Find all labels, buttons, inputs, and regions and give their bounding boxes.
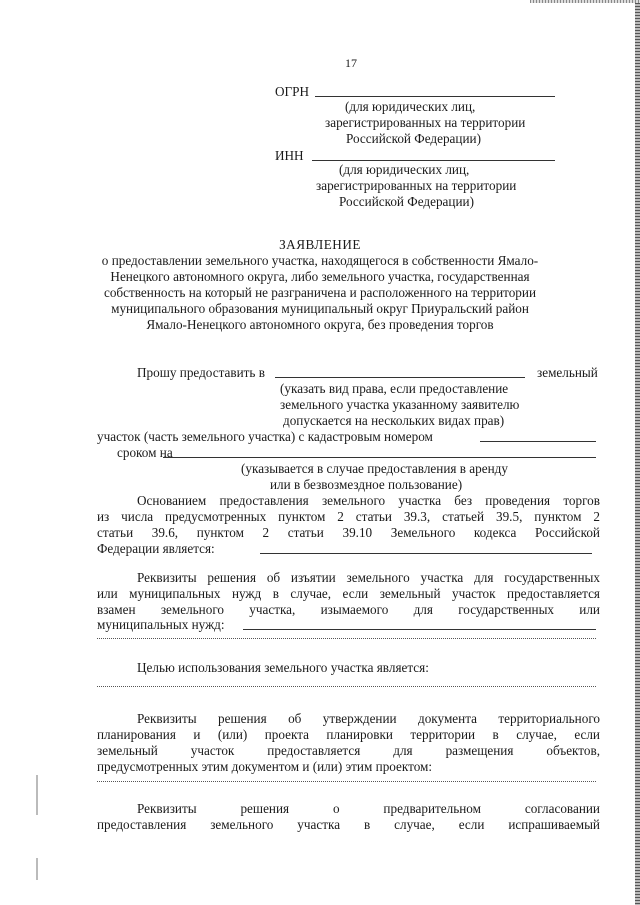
preliminary-text: Реквизиты решения о предварительном согласовании xyxy=(137,801,600,816)
seizure-text: муниципальных нужд: xyxy=(97,617,225,632)
seizure-text: взамен земельного участка, изымаемого для государственных или xyxy=(97,602,600,617)
territorial-text: предусмотренных этим документом и (или) этим проектом: xyxy=(97,759,433,774)
ogrn-note: Российской Федерации) xyxy=(346,131,481,146)
scan-edge-top xyxy=(530,0,640,3)
purpose-text: Целью использования земельного участка является: xyxy=(137,660,429,675)
request-prefix: Прошу предоставить в xyxy=(137,365,265,380)
cadastral-line[interactable] xyxy=(480,441,596,442)
territorial-text: Реквизиты решения об утверждении документа территориального xyxy=(137,711,600,726)
basis-text: Федерации является: xyxy=(97,541,215,556)
territorial-text: планирования и (или) проекта планировки территории в случае, если xyxy=(97,727,600,742)
term-line[interactable] xyxy=(163,457,596,458)
term-hint: или в безвозмездное пользование) xyxy=(270,477,463,492)
ogrn-line[interactable] xyxy=(315,96,555,97)
request-hint: земельного участка указанному заявителю xyxy=(280,397,520,412)
document-subtitle: о предоставлении земельного участка, находящегося в собственности Ямало- xyxy=(101,253,539,268)
request-hint: (указать вид права, если предоставление xyxy=(280,381,509,396)
request-hint: допускается на нескольких видах прав) xyxy=(283,413,505,428)
basis-text: Основанием предоставления земельного участка без проведения торгов xyxy=(137,493,600,508)
inn-note: Российской Федерации) xyxy=(339,194,474,209)
inn-label: ИНН xyxy=(275,148,304,163)
inn-line[interactable] xyxy=(312,160,555,161)
term-hint: (указывается в случае предоставления в аренду xyxy=(241,461,508,476)
right-type-line[interactable] xyxy=(275,377,525,378)
territorial-text: земельный участок предоставляется для размещения объектов, xyxy=(97,743,600,758)
scan-mark xyxy=(36,775,38,815)
document-subtitle: собственность на который не разграничена и расположенного на территории xyxy=(103,285,537,300)
term-label: сроком на xyxy=(117,445,173,460)
inn-note: зарегистрированных на территории xyxy=(316,178,517,193)
purpose-line[interactable] xyxy=(97,686,596,687)
seizure-text: или муниципальных нужд в случае, если земельный участок предоставляется xyxy=(97,586,600,601)
document-title: ЗАЯВЛЕНИЕ xyxy=(279,237,361,252)
inn-note: (для юридических лиц, xyxy=(339,162,470,177)
basis-text: статьи 39.6, пунктом 2 статьи 39.10 Земельного кодекса Российской xyxy=(97,525,600,540)
cadastral-label: участок (часть земельного участка) с кадастровым номером xyxy=(97,429,433,444)
seizure-line[interactable] xyxy=(243,629,596,630)
scan-mark xyxy=(36,858,38,880)
territorial-line[interactable] xyxy=(97,781,596,782)
document-subtitle: Ненецкого автономного округа, либо земельного участка, государственная xyxy=(110,269,530,284)
scan-edge-right xyxy=(635,0,640,905)
basis-text: из числа предусмотренных пунктом 2 статьи 39.3, статьей 39.5, пунктом 2 xyxy=(97,509,600,524)
preliminary-text: предоставления земельного участка в случае, если испрашиваемый xyxy=(97,817,600,832)
request-suffix: земельный xyxy=(537,365,598,380)
page-number: 17 xyxy=(345,56,357,70)
ogrn-note: зарегистрированных на территории xyxy=(325,115,526,130)
document-subtitle: Ямало-Ненецкого автономного округа, без проведения торгов xyxy=(146,317,494,332)
document-subtitle: муниципального образования муниципальный округ Приуральский район xyxy=(111,301,529,316)
ogrn-label: ОГРН xyxy=(275,84,310,99)
basis-line[interactable] xyxy=(260,553,592,554)
seizure-text: Реквизиты решения об изъятии земельного участка для государственных xyxy=(137,570,600,585)
seizure-line-2[interactable] xyxy=(97,638,596,639)
ogrn-note: (для юридических лиц, xyxy=(345,99,476,114)
